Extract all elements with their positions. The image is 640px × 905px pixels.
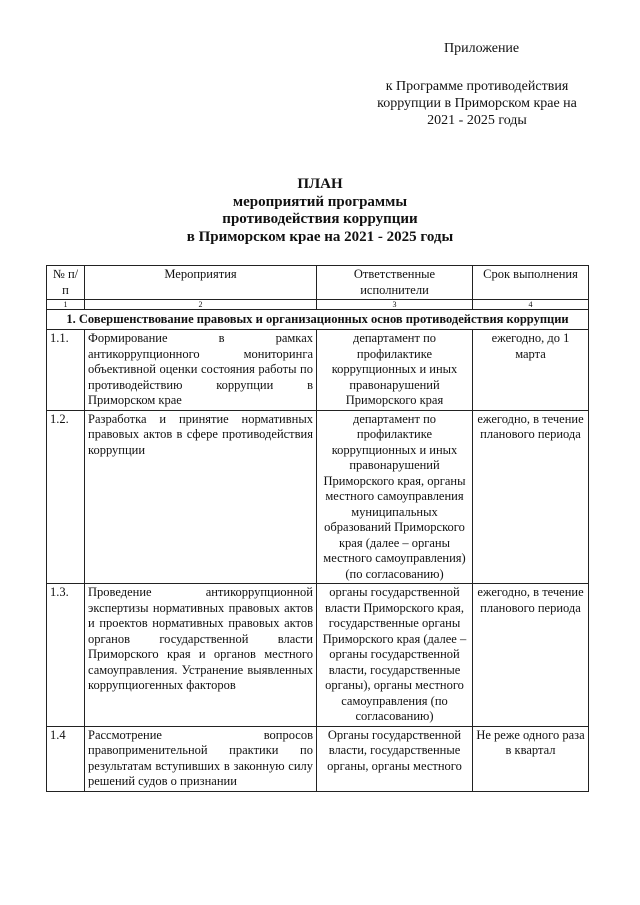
appendix-subtitle: к Программе противодействия коррупции в Приморском крае на 2021 - 2025 годы bbox=[377, 79, 577, 128]
table-row bbox=[47, 584, 589, 727]
appendix-title: Приложение bbox=[444, 41, 520, 56]
row-event: Формирование в рамках антикоррупционного мониторинга объективной оценки состояния работы по противодействию коррупции в Приморском крае bbox=[85, 330, 317, 411]
row-term: Не реже одного раза в квартал bbox=[473, 726, 589, 791]
plan-title-line-3: противодействия коррупции bbox=[222, 211, 418, 227]
header-num: № п/п bbox=[47, 266, 85, 300]
header-responsible: Ответственные исполнители bbox=[317, 266, 473, 300]
row-event: Разработка и принятие нормативных правовых актов в сфере противодействия коррупции bbox=[85, 410, 317, 584]
row-responsible: департамент по профилактике коррупционных и иных правонарушений Приморского края, органы местного самоуправления муниципальных образований Приморского края (далее – органы местного самоуправления) (по согласованию) bbox=[317, 410, 473, 584]
plan-title-line-4: в Приморском крае на 2021 - 2025 годы bbox=[186, 228, 454, 245]
header-event: Мероприятия bbox=[85, 266, 317, 300]
column-number: 2 bbox=[85, 300, 317, 310]
row-number: 1.2. bbox=[47, 410, 85, 584]
column-number: 4 bbox=[473, 300, 589, 310]
section-row bbox=[47, 310, 589, 330]
row-term: ежегодно, до 1 марта bbox=[473, 330, 589, 411]
column-number: 3 bbox=[317, 300, 473, 310]
table-row bbox=[47, 410, 589, 584]
row-number: 1.4 bbox=[47, 726, 85, 791]
row-term: ежегодно, в течение планового периода bbox=[473, 584, 589, 727]
plan-table bbox=[46, 265, 589, 792]
row-event: Проведение антикоррупционной экспертизы нормативных правовых актов и проектов нормативных правовых актов органов государственной власти Приморского края и органов местного самоуправления. Устранение выявленных коррупциогенных факторов bbox=[85, 584, 317, 727]
row-term: ежегодно, в течение планового периода bbox=[473, 410, 589, 584]
table-header-row bbox=[47, 266, 589, 300]
plan-title-line-2: мероприятий программы bbox=[232, 193, 408, 210]
section-title: 1. Совершенствование правовых и организационных основ противодействия коррупции bbox=[47, 310, 589, 330]
table-row bbox=[47, 330, 589, 411]
column-number-row bbox=[47, 300, 589, 310]
row-number: 1.1. bbox=[47, 330, 85, 411]
plan-title-line-1: ПЛАН bbox=[297, 176, 343, 192]
plan-title bbox=[100, 176, 540, 246]
column-number: 1 bbox=[47, 300, 85, 310]
row-number: 1.3. bbox=[47, 584, 85, 727]
row-event: Рассмотрение вопросов правоприменительной практики по результатам вступивших в законную силу решений судов о признании bbox=[85, 726, 317, 791]
header-term: Срок выполнения bbox=[473, 266, 589, 300]
row-responsible: органы государственной власти Приморского края, государственные органы Приморского края (далее – органы государственной власти, государственные органы), органы местного самоуправления (по согласованию) bbox=[317, 584, 473, 727]
row-responsible: Органы государственной власти, государственные органы, органы местного bbox=[317, 726, 473, 791]
table-row bbox=[47, 726, 589, 791]
row-responsible: департамент по профилактике коррупционных и иных правонарушений Приморского края bbox=[317, 330, 473, 411]
